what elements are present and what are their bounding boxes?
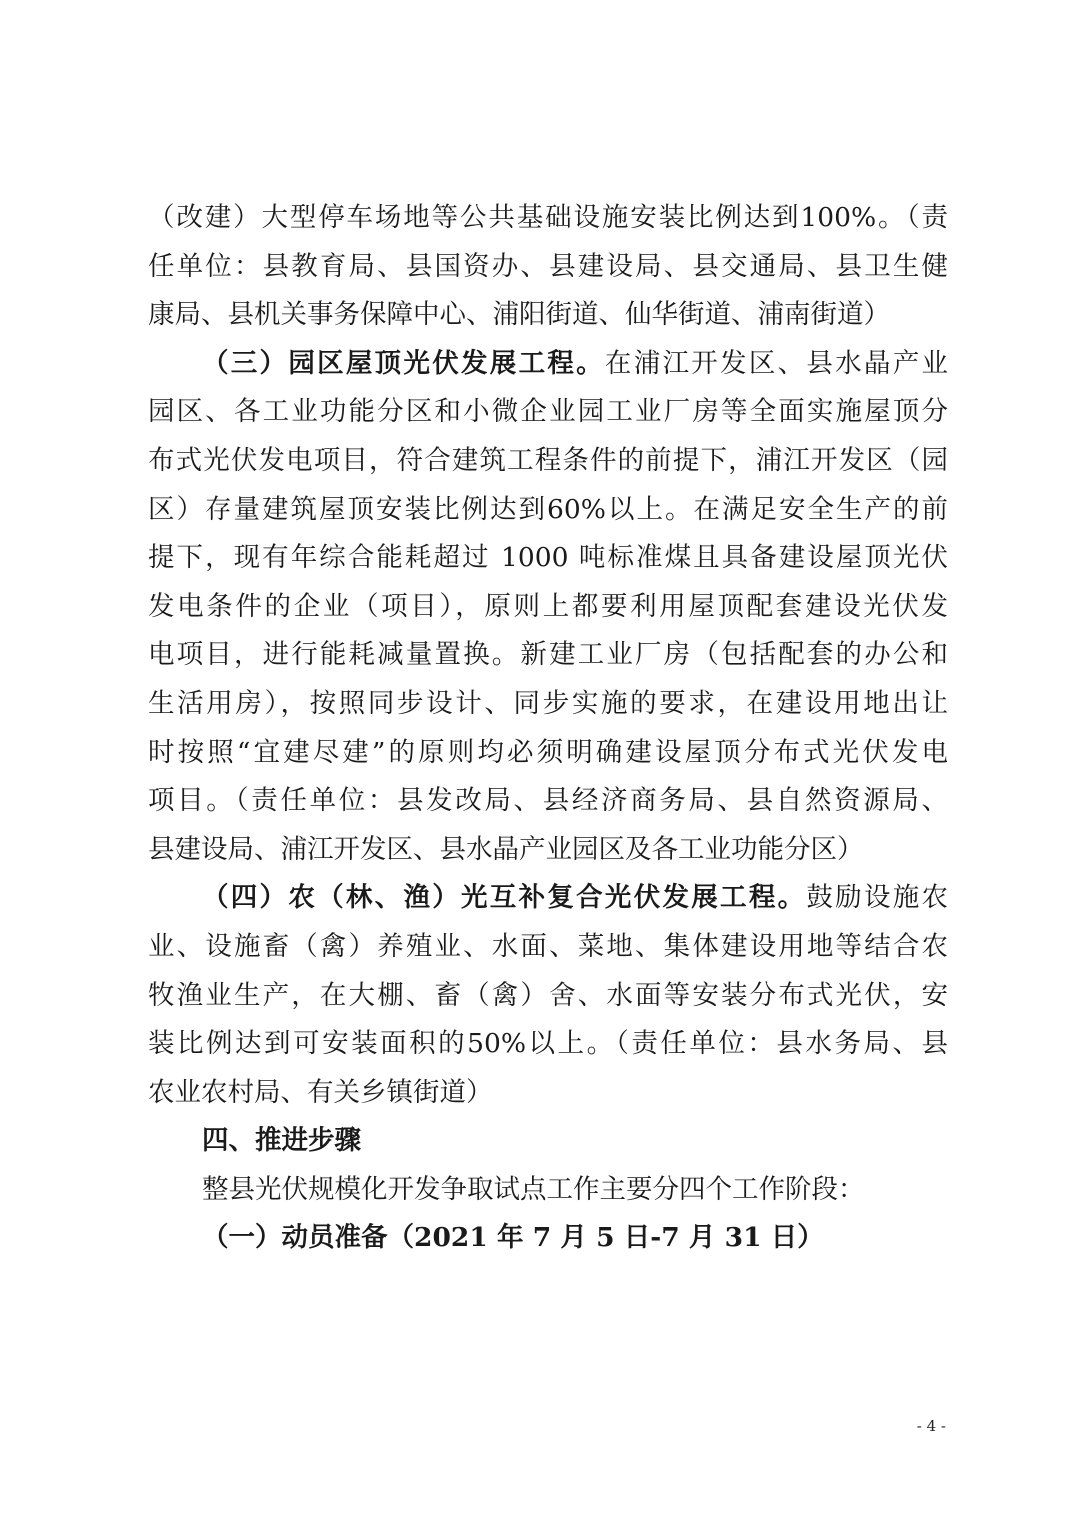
text-line: 装比例达到可安装面积的50%以上。（责任单位：县水务局、县: [148, 1028, 948, 1060]
section-heading: 四、推进步骤: [202, 1125, 361, 1157]
document-body: [148, 194, 948, 1263]
text-line: 任单位：县教育局、县国资办、县建设局、县交通局、县卫生健: [148, 250, 948, 282]
text-line: （改建）大型停车场地等公共基础设施安装比例达到100%。（责: [148, 202, 948, 233]
text-line: 时按照“宜建尽建”的原则均必须明确建设屋顶分布式光伏发电: [148, 736, 948, 768]
text-line: 区）存量建筑屋顶安装比例达到60%以上。在满足安全生产的前: [148, 493, 948, 525]
text-line: 县建设局、浦江开发区、县水晶产业园区及各工业功能分区）: [148, 833, 864, 865]
text-line: 农业农村局、有关乡镇街道）: [148, 1076, 493, 1108]
text-line: 牧渔业生产，在大棚、畜（禽）舍、水面等安装分布式光伏，安: [148, 979, 948, 1011]
text-line: 电项目，进行能耗减量置换。新建工业厂房（包括配套的办公和: [148, 639, 948, 671]
text-line: 提下，现有年综合能耗超过 1000 吨标准煤且具备建设屋顶光伏: [148, 542, 948, 574]
section-three-title: （三）园区屋顶光伏发展工程。: [202, 347, 605, 379]
section-three-text: 在浦江开发区、县水晶产业: [604, 347, 949, 379]
text-line: 园区、各工业功能分区和小微企业园工业厂房等全面实施屋顶分: [148, 396, 948, 428]
text-line: 布式光伏发电项目，符合建筑工程条件的前提下，浦江开发区（园: [148, 444, 948, 476]
text-line: 项目。（责任单位：县发改局、县经济商务局、县自然资源局、: [148, 785, 948, 817]
section-three-title-line: [148, 340, 948, 389]
section-four-text: 鼓励设施农: [806, 882, 949, 914]
text-line: 业、设施畜（禽）养殖业、水面、菜地、集体建设用地等结合农: [148, 930, 948, 962]
section-four-title: （四）农（林、渔）光互补复合光伏发展工程。: [202, 882, 807, 914]
page-number: - 4 -: [916, 1417, 946, 1435]
text-line: 发电条件的企业（项目），原则上都要利用屋顶配套建设光伏发: [148, 590, 948, 622]
text-line: 生活用房），按照同步设计、同步实施的要求，在建设用地出让: [148, 687, 948, 719]
stage-one-heading: （一）动员准备（2021 年 7 月 5 日-7 月 31 日）: [202, 1222, 824, 1254]
intro-paragraph: 整县光伏规模化开发争取试点工作主要分四个工作阶段：: [202, 1173, 865, 1205]
text-line: 康局、县机关事务保障中心、浦阳街道、仙华街道、浦南街道）: [148, 299, 890, 331]
section-four-title-line: [148, 874, 948, 923]
